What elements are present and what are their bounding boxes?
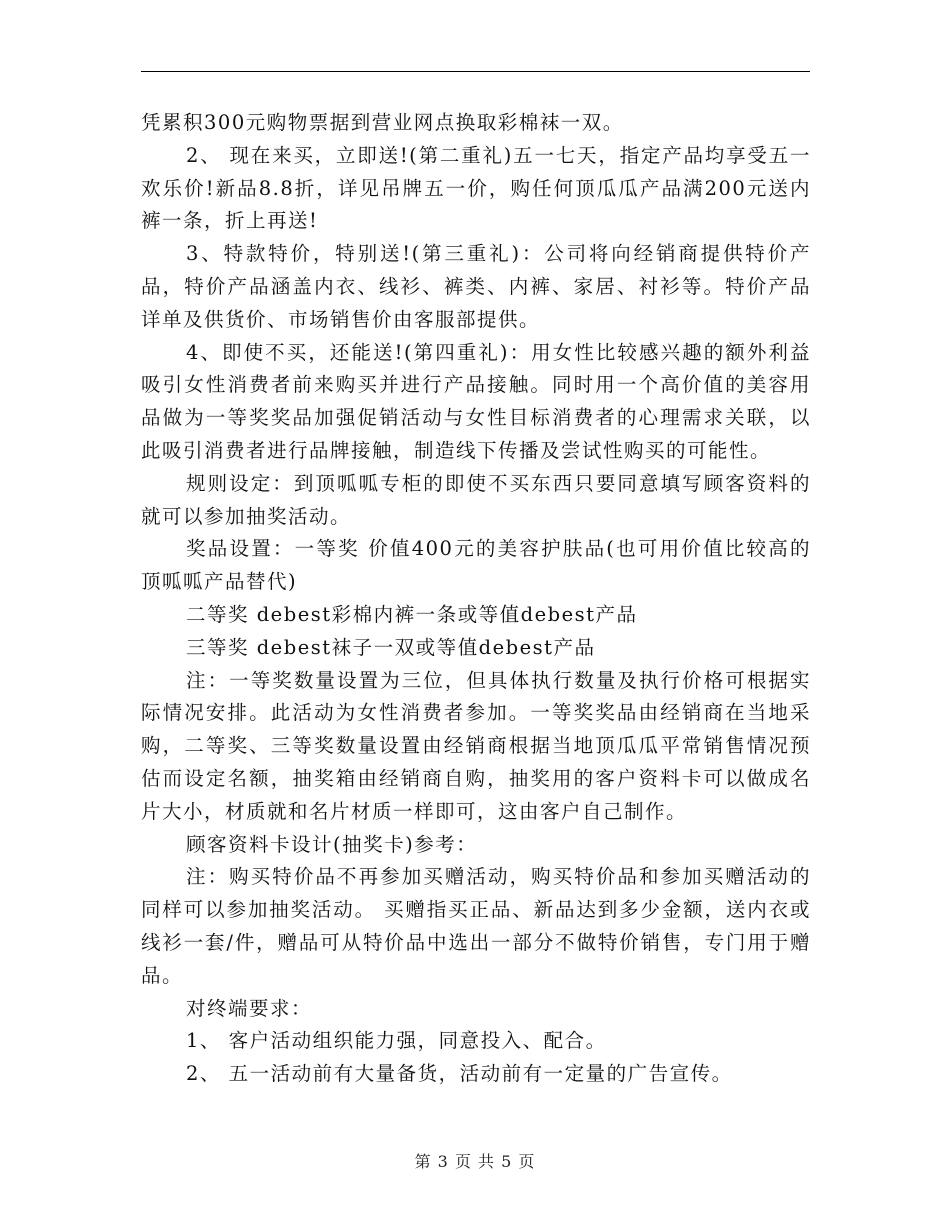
document-body	[141, 107, 811, 1091]
paragraph: 三等奖 debest袜子一双或等值debest产品	[186, 635, 596, 659]
paragraph: 奖品设置：一等奖 价值400元的美容护肤品(也可用价值比较高的顶呱呱产品替代)	[141, 537, 811, 594]
paragraph: 二等奖 debest彩棉内裤一条或等值debest产品	[186, 602, 638, 626]
paragraph: 注：购买特价品不再参加买赠活动，购买特价品和参加买赠活动的同样可以参加抽奖活动。 买赠指买正品、新品达到多少金额，送内衣或线衫一套/件，赠品可从特价品中选出一部分不做特价销售，专门用于赠品。	[141, 865, 811, 987]
paragraph: 2、 五一活动前有大量备货，活动前有一定量的广告宣传。	[186, 1062, 733, 1086]
paragraph: 顾客资料卡设计(抽奖卡)参考：	[186, 832, 478, 856]
paragraph: 4、即使不买，还能送!(第四重礼)：用女性比较感兴趣的额外利益吸引女性消费者前来购买并进行产品接触。同时用一个高价值的美容用品做为一等奖奖品加强促销活动与女性目标消费者的心理需求关联，以此吸引消费者进行品牌接触，制造线下传播及尝试性购买的可能性。	[141, 340, 811, 462]
header-rule	[141, 71, 810, 72]
paragraph: 2、 现在来买，立即送!(第二重礼)五一七天，指定产品均享受五一欢乐价!新品8.8折，详见吊牌五一价，购任何顶瓜瓜产品满200元送内裤一条，折上再送!	[141, 143, 811, 233]
paragraph: 对终端要求：	[186, 996, 313, 1020]
paragraph: 注：一等奖数量设置为三位，但具体执行数量及执行价格可根据实际情况安排。此活动为女性消费者参加。一等奖奖品由经销商在当地采购，二等奖、三等奖数量设置由经销商根据当地顶瓜瓜平常销售情况预估而设定名额，抽奖箱由经销商自购，抽奖用的客户资料卡可以做成名片大小，材质就和名片材质一样即可，这由客户自己制作。	[141, 668, 811, 823]
paragraph: 1、 客户活动组织能力强，同意投入、配合。	[186, 1029, 607, 1053]
paragraph: 规则设定：到顶呱呱专柜的即使不买东西只要同意填写顾客资料的就可以参加抽奖活动。	[141, 471, 811, 528]
page-number-footer: 第 3 页 共 5 页	[414, 1152, 536, 1171]
paragraph: 凭累积300元购物票据到营业网点换取彩棉袜一双。	[141, 111, 624, 134]
paragraph: 3、特款特价，特别送!(第三重礼)：公司将向经销商提供特价产品，特价产品涵盖内衣、线衫、裤类、内裤、家居、衬衫等。特价产品详单及供货价、市场销售价由客服部提供。	[141, 242, 811, 331]
